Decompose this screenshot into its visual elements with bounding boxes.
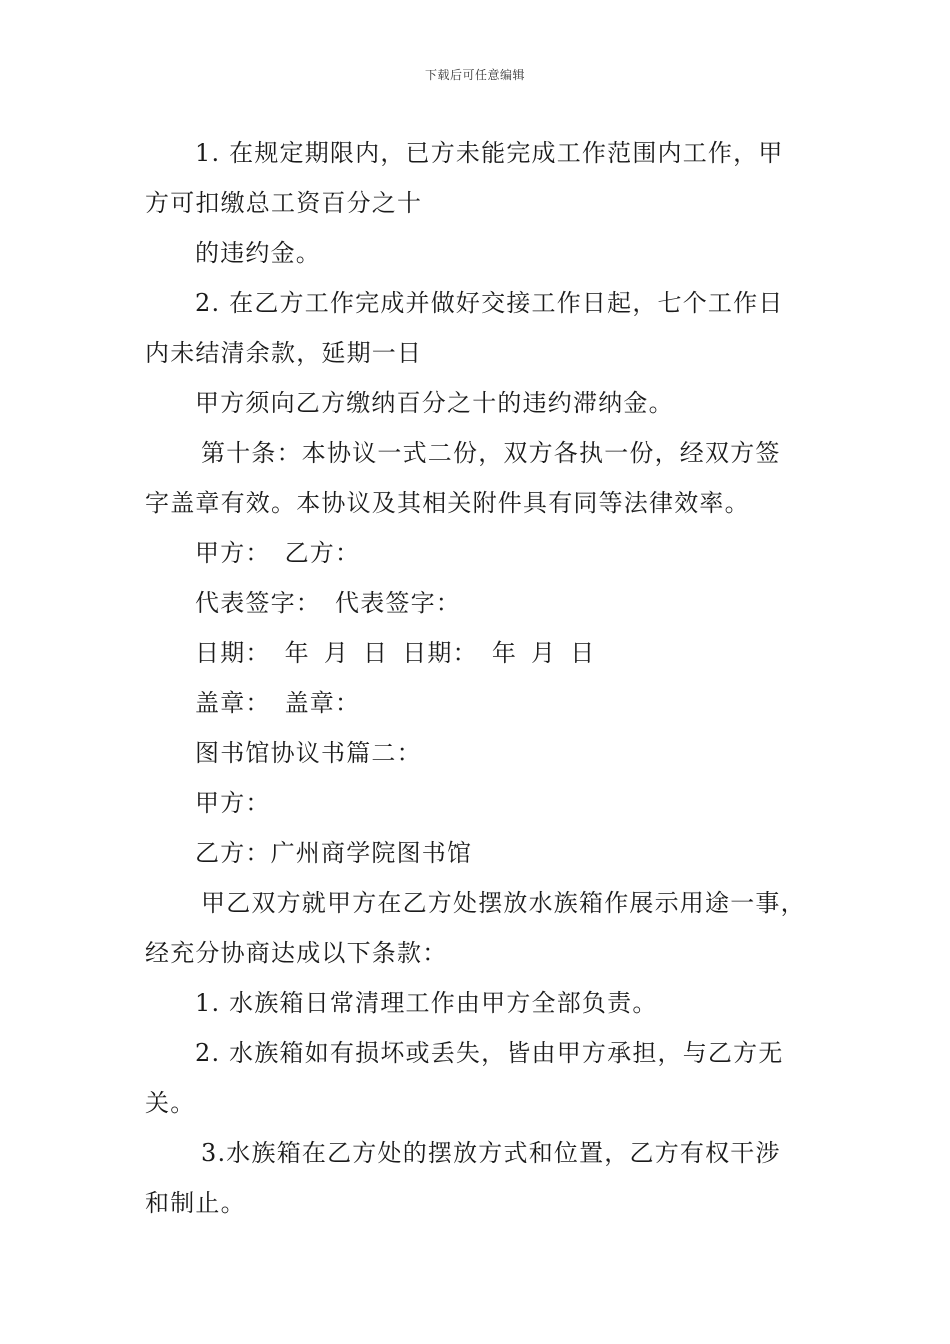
text-line: 字盖章有效。本协议及其相关附件具有同等法律效率。 xyxy=(145,489,750,517)
date-b-month: 月 xyxy=(531,639,557,667)
paragraph-article-10 xyxy=(145,428,810,528)
date-b-day: 日 xyxy=(570,639,596,667)
text-line: 经充分协商达成以下条款： xyxy=(145,939,448,967)
text-line: 2. 水族箱如有损坏或丢失，皆由甲方承担，与乙方无 xyxy=(195,1039,784,1067)
text-line: 甲乙双方就甲方在乙方处摆放水族箱作展示用途一事， xyxy=(201,889,806,917)
paragraph-penalty-1 xyxy=(145,128,810,228)
paragraph-penalty-2-cont: 甲方须向乙方缴纳百分之十的违约滞纳金。 xyxy=(195,389,674,417)
paragraph-agreement-intro xyxy=(145,878,810,978)
signature-representatives xyxy=(145,578,810,628)
party-a-line: 甲方： xyxy=(195,789,271,817)
paragraph-penalty-2 xyxy=(145,278,810,378)
date-b-label: 日期： xyxy=(402,639,478,667)
text-line: 3.水族箱在乙方处的摆放方式和位置，乙方有权干涉 xyxy=(201,1139,781,1167)
clause-2 xyxy=(145,1028,810,1128)
header-note: 下载后可任意编辑 xyxy=(424,68,525,82)
date-a-year: 年 xyxy=(284,639,310,667)
signature-seals xyxy=(145,678,810,728)
seal-a-label: 盖章： xyxy=(195,689,271,717)
text-line: 内未结清余款，延期一日 xyxy=(145,339,423,367)
text-line: 2. 在乙方工作完成并做好交接工作日起，七个工作日 xyxy=(195,289,784,317)
text-line: 关。 xyxy=(145,1089,196,1117)
section-title: 图书馆协议书篇二： xyxy=(195,739,422,767)
seal-b-label: 盖章： xyxy=(284,689,361,717)
signature-parties xyxy=(145,528,810,578)
date-a-label: 日期： xyxy=(195,639,271,667)
date-a-day: 日 xyxy=(363,639,389,667)
clause-1: 1. 水族箱日常清理工作由甲方全部负责。 xyxy=(195,989,658,1017)
party-b-line: 乙方：广州商学院图书馆 xyxy=(195,839,473,867)
clause-3 xyxy=(145,1128,810,1228)
sign-a-label: 代表签字： xyxy=(195,589,321,617)
party-a-label: 甲方： xyxy=(195,539,271,567)
text-line: 方可扣缴总工资百分之十 xyxy=(145,189,423,217)
text-line: 和制止。 xyxy=(145,1189,246,1217)
date-a-month: 月 xyxy=(323,639,350,667)
text-line: 第十条：本协议一式二份，双方各执一份，经双方签 xyxy=(201,439,781,467)
text-line: 1. 在规定期限内，已方未能完成工作范围内工作，甲 xyxy=(195,139,784,167)
document-body xyxy=(145,128,810,1228)
date-b-year: 年 xyxy=(491,639,518,667)
paragraph-penalty-1-cont: 的违约金。 xyxy=(195,239,321,267)
sign-b-label: 代表签字： xyxy=(335,589,461,617)
signature-dates xyxy=(145,628,810,678)
party-b-label: 乙方： xyxy=(284,539,361,567)
